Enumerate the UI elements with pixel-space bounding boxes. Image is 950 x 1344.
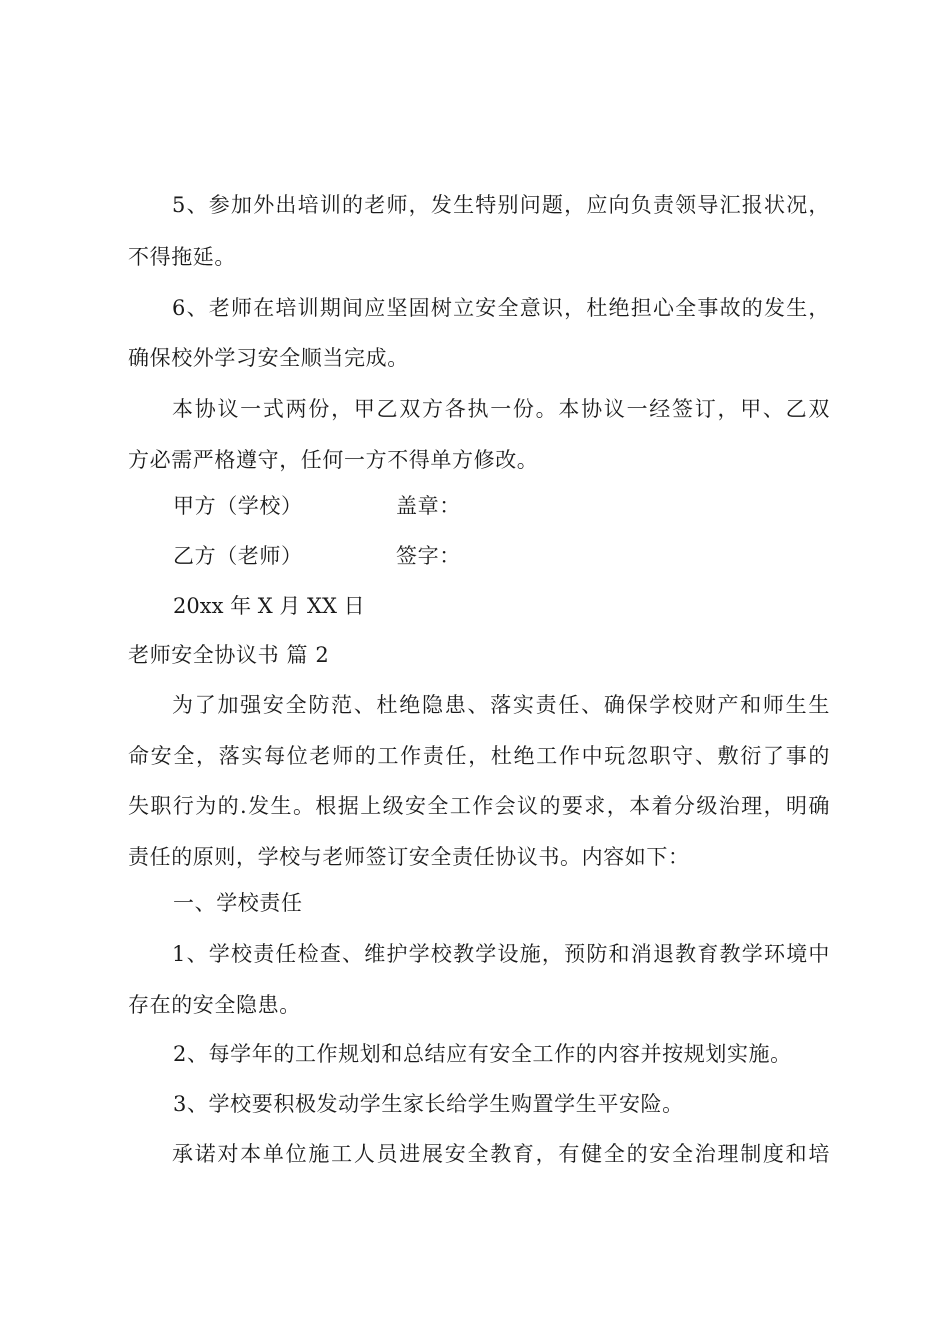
item1-line1: 1、学校责任检查、维护学校教学设施，预防和消退教育教学环境中	[172, 942, 830, 966]
school-responsibility-heading: 一、学校责任	[173, 891, 303, 915]
party-b-label: 乙方（老师）	[173, 544, 303, 568]
intro-line3: 失职行为的.发生。根据上级安全工作会议的要求，本着分级治理，明确	[128, 794, 830, 818]
agreement-line1: 本协议一式两份，甲乙双方各执一份。本协议一经签订，甲、乙双	[172, 397, 830, 421]
party-a-sign: 盖章：	[396, 494, 461, 518]
party-a-label: 甲方（学校）	[173, 494, 303, 518]
section2-title: 老师安全协议书 篇 2	[128, 643, 330, 667]
intro-line4: 责任的原则，学校与老师签订安全责任协议书。内容如下：	[128, 845, 690, 869]
signing-date: 20xx 年 X 月 XX 日	[173, 594, 365, 618]
intro-line1: 为了加强安全防范、杜绝隐患、落实责任、确保学校财产和师生生	[172, 693, 830, 717]
agreement-line2: 方必需严格遵守，任何一方不得单方修改。	[128, 448, 539, 472]
party-b-sign: 签字：	[396, 544, 461, 568]
intro-line2: 命安全，落实每位老师的工作责任，杜绝工作中玩忽职守、敷衍了事的	[128, 744, 830, 768]
para5-line1: 5、参加外出培训的老师，发生特别问题，应向负责领导汇报状况，	[172, 193, 830, 217]
commitment-line1: 承诺对本单位施工人员进展安全教育，有健全的安全治理制度和培	[172, 1142, 830, 1166]
para6-line1: 6、老师在培训期间应坚固树立安全意识，杜绝担心全事故的发生，	[172, 296, 830, 320]
para5-line2: 不得拖延。	[128, 245, 236, 269]
item2: 2、每学年的工作规划和总结应有安全工作的内容并按规划实施。	[173, 1042, 792, 1066]
item3: 3、学校要积极发动学生家长给学生购置学生平安险。	[173, 1092, 684, 1116]
para6-line2: 确保校外学习安全顺当完成。	[128, 346, 409, 370]
item1-line2: 存在的安全隐患。	[128, 993, 301, 1017]
